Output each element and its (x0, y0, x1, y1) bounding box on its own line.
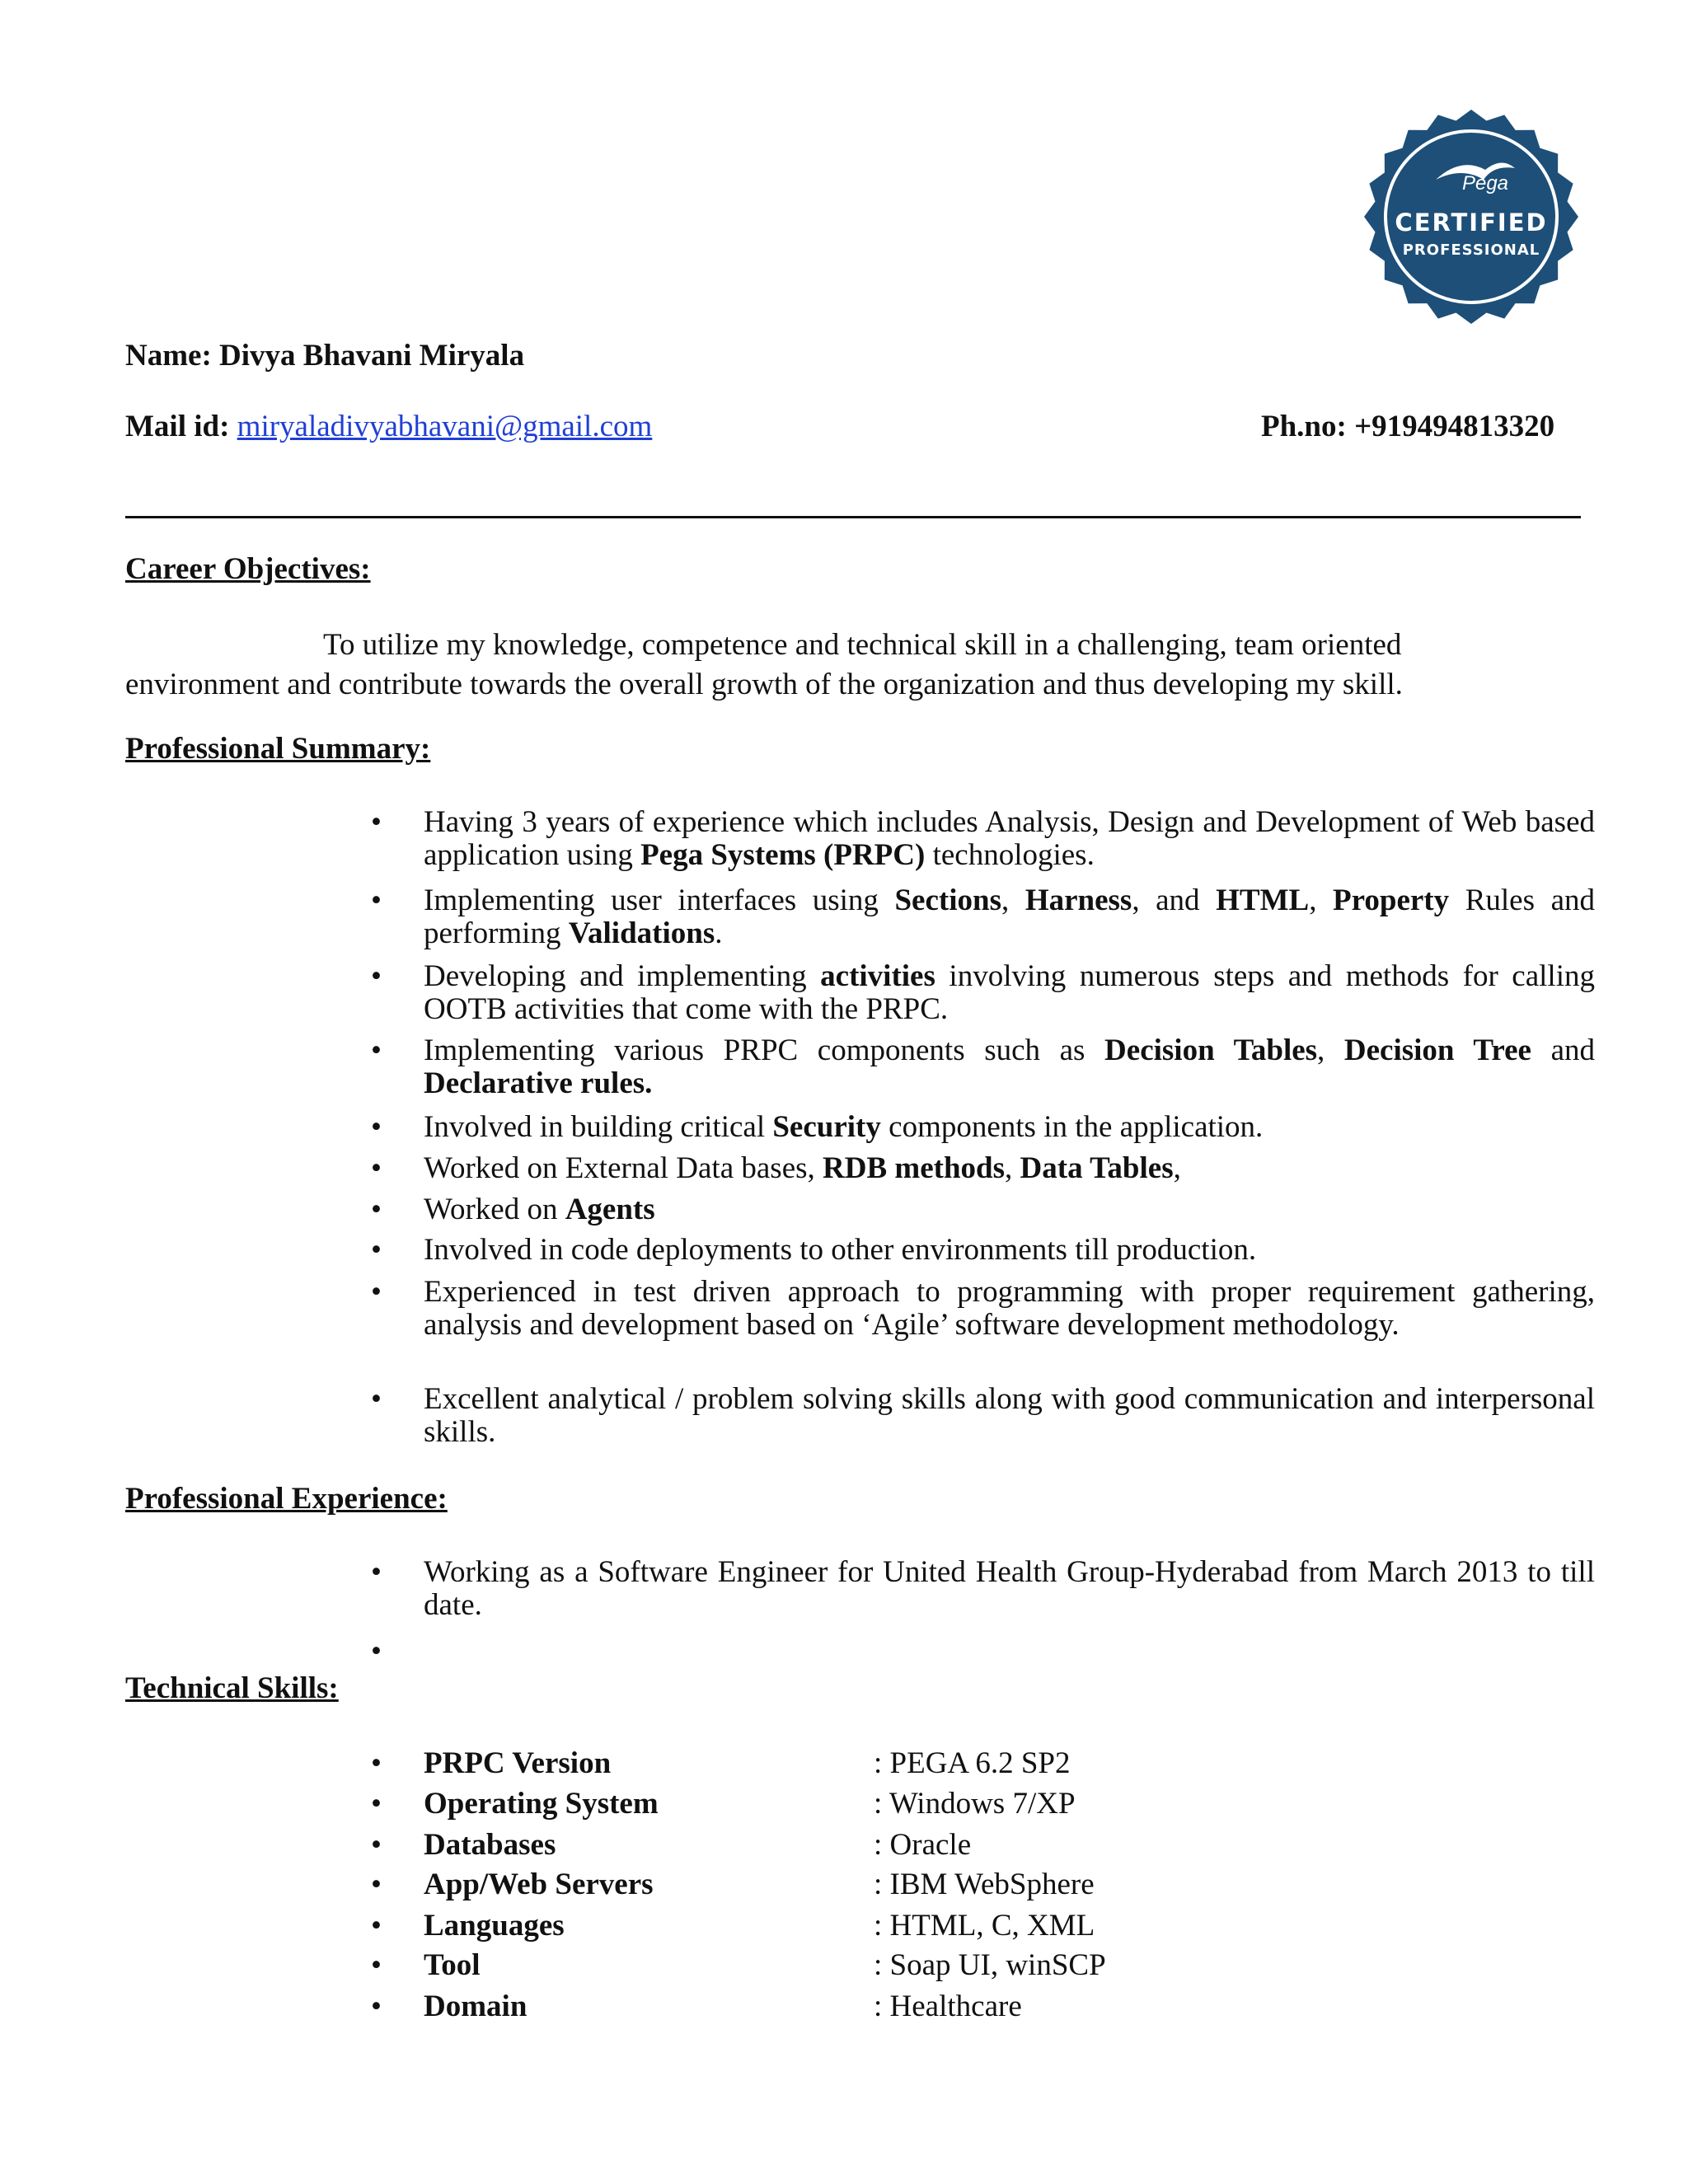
phone-value: +919494813320 (1354, 410, 1555, 443)
bullet-icon: • (371, 883, 382, 917)
skill-value: : IBM WebSphere (874, 1868, 1095, 1901)
skill-value: : Healthcare (874, 1990, 1022, 2023)
mail-line (125, 409, 652, 444)
bullet-icon: • (371, 1787, 382, 1821)
skill-label: Tool (424, 1948, 481, 1982)
bullet-icon: • (371, 1151, 382, 1185)
phone-label: Ph.no: (1261, 410, 1347, 443)
skill-value: : Windows 7/XP (874, 1787, 1076, 1821)
bullet-icon: • (371, 1909, 382, 1943)
skill-label: Domain (424, 1990, 528, 2023)
name-label: Name: (125, 339, 212, 373)
phone-line (1261, 409, 1554, 444)
skill-label: Operating System (424, 1787, 659, 1821)
bullet-icon: • (371, 1193, 382, 1226)
bullet-icon: • (371, 1555, 382, 1589)
pega-certified-badge (1362, 107, 1581, 326)
bullet-icon: • (371, 1746, 382, 1780)
skill-value: : Oracle (874, 1828, 972, 1862)
badge-line1: CERTIFIED (1395, 209, 1548, 237)
bullet-icon: • (371, 1634, 382, 1668)
skill-label: Databases (424, 1828, 556, 1862)
summary-item-text: Experienced in test driven approach to programming with proper requirement gathering, analysis and development based on ‘Agile’ software development methodology. (424, 1275, 1595, 1342)
email-link[interactable]: miryaladivyabhavani@gmail.com (237, 410, 653, 443)
professional-experience-heading: Professional Experience: (125, 1482, 448, 1516)
name-line (125, 338, 524, 373)
bullet-icon: • (371, 1948, 382, 1982)
mail-label: Mail id: (125, 410, 230, 443)
bullet-icon: • (371, 1868, 382, 1901)
skill-value: : Soap UI, winSCP (874, 1948, 1106, 1982)
skill-label: PRPC Version (424, 1746, 612, 1780)
bullet-icon: • (371, 805, 382, 839)
bullet-icon: • (371, 1382, 382, 1416)
summary-item-text: Implementing user interfaces using Sections, Harness, and HTML, Property Rules and performing Validations. (424, 883, 1595, 950)
summary-item-text: Having 3 years of experience which includes Analysis, Design and Development of Web based application using Pega Systems (PRPC) technologies. (424, 805, 1595, 872)
header-divider (125, 516, 1581, 518)
bullet-icon: • (371, 1110, 382, 1144)
bullet-icon: • (371, 1990, 382, 2023)
professional-summary-heading: Professional Summary: (125, 732, 431, 766)
badge-line2: PROFESSIONAL (1402, 241, 1540, 259)
technical-skills-heading: Technical Skills: (125, 1671, 339, 1705)
skill-label: Languages (424, 1909, 565, 1943)
skill-value: : PEGA 6.2 SP2 (874, 1746, 1071, 1780)
badge-brand: Pega (1461, 172, 1509, 194)
bullet-icon: • (371, 1828, 382, 1862)
summary-item-text: Worked on External Data bases, RDB methods, Data Tables, (424, 1151, 1181, 1185)
skill-value: : HTML, C, XML (874, 1909, 1095, 1943)
experience-item-text: Working as a Software Engineer for United Health Group-Hyderabad from March 2013 to till date. (424, 1555, 1595, 1622)
bullet-icon: • (371, 959, 382, 993)
career-objective-line-1: To utilize my knowledge, competence and technical skill in a challenging, team oriented (323, 628, 1402, 662)
summary-item-text: Developing and implementing activities involving numerous steps and methods for calling OOTB activities that come with the PRPC. (424, 959, 1595, 1026)
career-objective-line-2: environment and contribute towards the overall growth of the organization and thus developing my skill. (125, 668, 1403, 701)
summary-item-text: Excellent analytical / problem solving skills along with good communication and interpersonal skills. (424, 1382, 1595, 1449)
name-value: Divya Bhavani Miryala (219, 339, 525, 373)
summary-item-text: Worked on Agents (424, 1193, 655, 1226)
bullet-icon: • (371, 1233, 382, 1267)
summary-item-text: Involved in code deployments to other environments till production. (424, 1233, 1257, 1267)
career-objectives-heading: Career Objectives: (125, 552, 371, 586)
bullet-icon: • (371, 1275, 382, 1309)
bullet-icon: • (371, 1033, 382, 1067)
skill-label: App/Web Servers (424, 1868, 654, 1901)
summary-item-text: Involved in building critical Security components in the application. (424, 1110, 1264, 1144)
summary-item-text: Implementing various PRPC components such as Decision Tables, Decision Tree and Declarative rules. (424, 1033, 1595, 1100)
badge-seal-icon (1362, 107, 1581, 326)
